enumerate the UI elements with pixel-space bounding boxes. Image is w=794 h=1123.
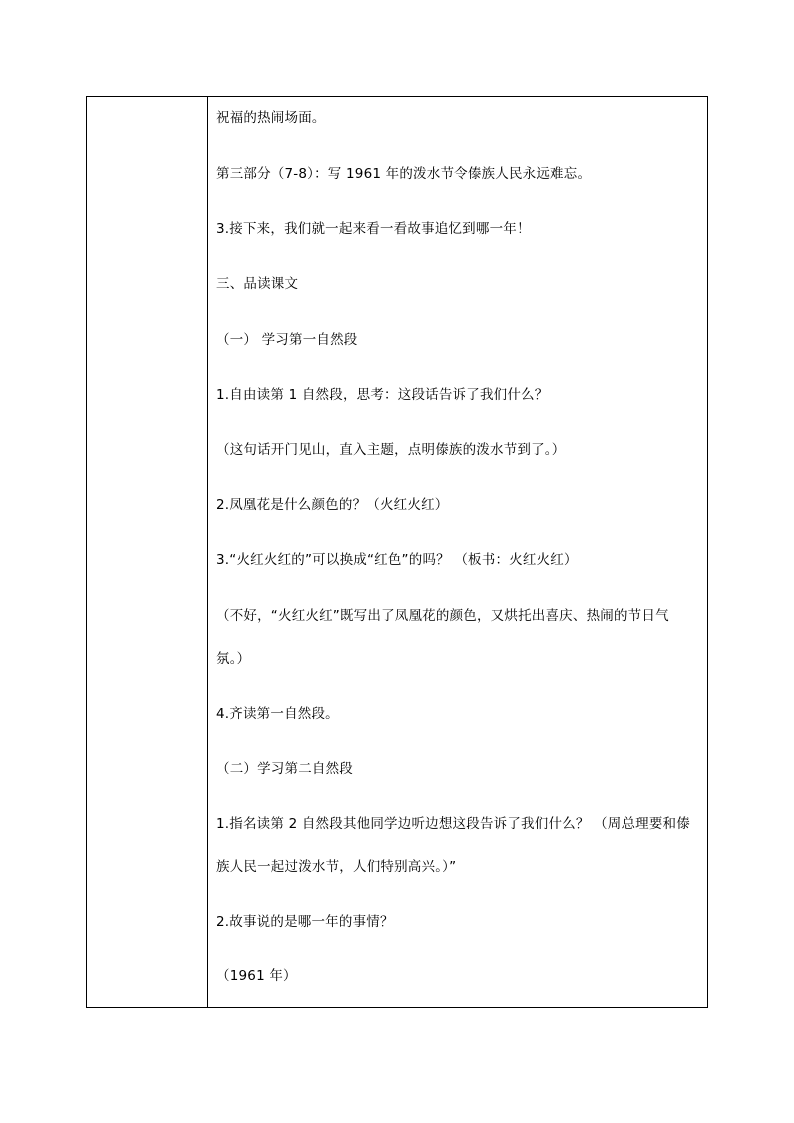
text-line: 3.“火红火红的”可以换成“红色”的吗？ （板书：火红火红） [216,552,578,568]
table-left-cell [87,97,208,1007]
text-line: 1.指名读第 2 自然段其他同学边听边想这段告诉了我们什么？ （周总理要和傣 [216,816,690,832]
text-line: （这句话开门见山，直入主题，点明傣族的泼水节到了。） [216,442,566,458]
text-line: （1961 年） [216,968,297,984]
text-line: 祝福的热闹场面。 [216,110,326,126]
text-line: 3.接下来，我们就一起来看一看故事追忆到哪一年！ [216,221,531,237]
text-line: 4.齐读第一自然段。 [216,706,339,722]
text-line: （不好，“火红火红”既写出了凤凰花的颜色，又烘托出喜庆、热闹的节日气 [216,608,669,624]
text-line: 2.凤凰花是什么颜色的？（火红火红） [216,497,449,513]
text-line: 第三部分（7-8）：写 1961 年的泼水节令傣族人民永远难忘。 [216,166,592,182]
section-heading: 三、品读课文 [216,276,299,292]
subsection-heading: （二）学习第二自然段 [216,761,353,777]
subsection-heading: （一） 学习第一自然段 [216,332,358,348]
text-line: 2.故事说的是哪一年的事情？ [216,914,394,930]
text-line: 族人民一起过泼水节，人们特别高兴。）” [216,859,457,875]
text-line: 氛。） [216,651,251,667]
text-line: 1.自由读第 1 自然段，思考：这段话告诉了我们什么？ [216,387,549,403]
